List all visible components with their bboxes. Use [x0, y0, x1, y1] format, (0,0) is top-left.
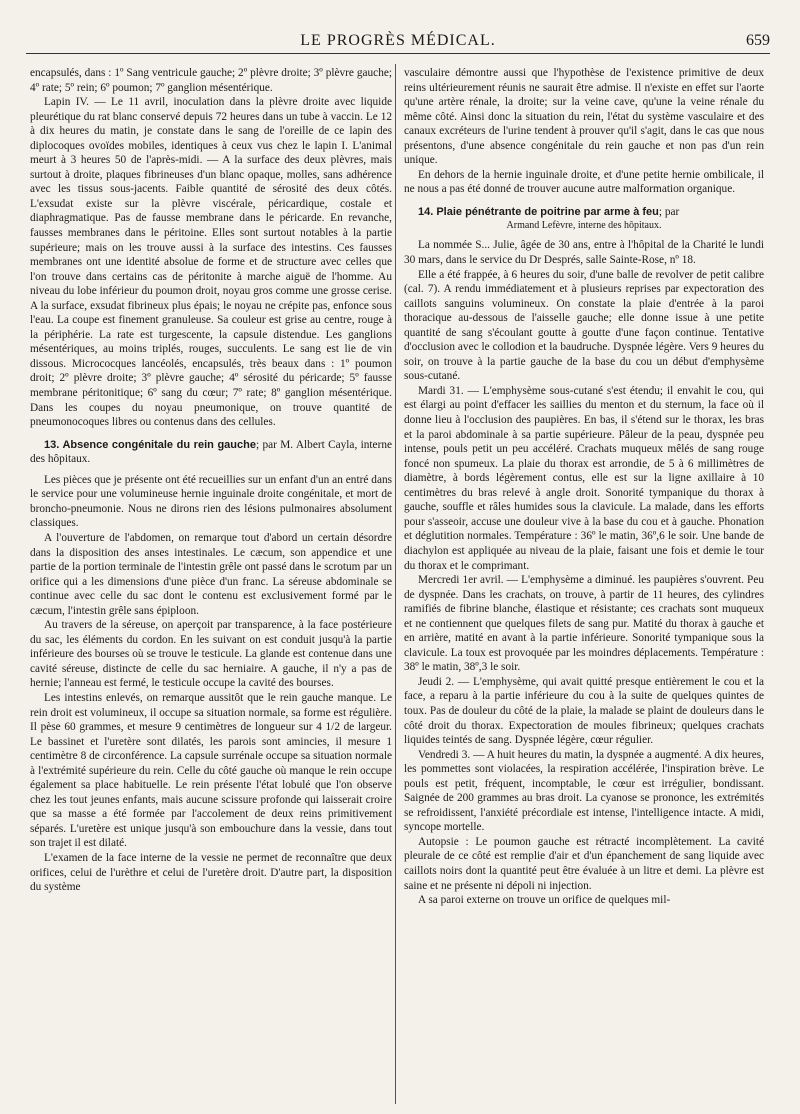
paragraph: Mardi 31. — L'emphysème sous-cutané s'est étendu; il envahit le cou, qui est élargi au point d'effacer les saillies du menton et du sternum, la face où il donne lieu à l'occlusion des paupières. En bas, il s'étend sur le thorax, les bras et la paroi abdominale à sa partie supérieure. Pâleur de la peau, dyspnée peu intense, pouls petit un peu accéléré. Crachats muqueux mêlés de sang rouge foncé non spumeux. La plaie du thorax est arrondie, de 5 à 6 millimètres de diamètre, à bords légèrement contus, elle est sur la ligne axillaire à 10 centimètres du bras relevé à angle droit. Sonorité tympanique du thorax à gauche, souffle et râles humides sous la clavicule. La malade, dans les efforts pour s'asseoir, accuse une douleur vive à la base du cou et à gauche. Phonation et déglutition normales. Température : 36º le matin, 36º,6 le soir. Une bande de diachylon est appliquée au niveau de la plaie, faisant une fois et demie le tour du thorax et le comprimant.: [404, 384, 764, 572]
paragraph: Autopsie : Le poumon gauche est rétracté incomplètement. La cavité pleurale de ce côté est remplie d'air et d'un épanchement de sang liquide avec caillots noirs dont la quantité peut être évaluée à un litre et demi. La plèvre est saine et ne présente ni dépoli ni injection.: [404, 835, 764, 892]
left-column: [30, 66, 392, 1104]
paragraph: encapsulés, dans : 1º Sang ventricule gauche; 2º plèvre droite; 3º plèvre gauche; 4º rate; 5º rein; 6º poumon; 7º ganglion mésentérique.: [30, 67, 392, 94]
journal-title: LE PROGRÈS MÉDICAL.: [300, 32, 496, 49]
right-column: [404, 66, 764, 1104]
paragraph: Mercredi 1er avril. — L'emphysème a diminué. les paupières s'ouvrent. Peu de dyspnée. Dans les crachats, on trouve, à partir de 11 heures, des cylindres ramifiés de fibrine blanche, élastique et résistante; ces crachats sont muqueux et ne contiennent que quelques filets de sang pur. Matité du thorax à gauche et en arrière, matité en avant à la partie inférieure. Sonorité tympanique sous la clavicule. La toux est provoquée par les moindres déplacements. Température : 38º le matin, 38º,3 le soir.: [404, 574, 764, 674]
section-author: ; par: [658, 205, 680, 218]
paragraph: L'examen de la face interne de la vessie ne permet de reconnaître que deux orifices, celui de l'urèthre et celui de l'uretère droit. D'autre part, la disposition du système: [30, 851, 392, 894]
section-title: 14. Plaie pénétrante de poitrine par arme à feu: [418, 205, 659, 218]
paragraph: A l'ouverture de l'abdomen, on remarque tout d'abord un certain désordre dans la disposition des anses intestinales. Le cæcum, son appendice et une partie de la portion terminale de l'intestin grêle ont passé dans le scrotum par un orifice qui a les dimensions d'une pièce d'un franc. La séreuse abdominale se continue avec celle du sac dont le contenu est exclusivement formé par le cæcum, l'intestin grêle sans épiploon.: [30, 531, 392, 617]
page-number: 659: [746, 32, 770, 49]
paragraph: Lapin IV. — Le 11 avril, inoculation dans la plèvre droite avec liquide pleurétique du rat blanc conservé depuis 72 heures dans un tube à vaccin. Le 12 à dix heures du matin, je constate dans le sang de l'oreille de ce lapin des diplocoques ovoïdes mobiles, identiques à ceux vus chez le lapin I. L'animal meurt à 3 heures 50 de l'après-midi. — A la surface des deux plèvres, mais surtout à droite, plaques fibrineuses d'un blanc opaque, molles, sans adhérence avec les tissus sous-jacents. Faible quantité de sérosité des deux côtés. L'exsudat existe sur la plèvre viscérale, péricardique, costale et diaphragmatique. Pas de fausse membrane dans le péricarde. En revanche, fausses membranes dans le péritoine. Elles sont surtout notables à la partie supérieure; mais on les trouve aussi à la surface des intestins. Ces fausses membranes ont une identité absolue de forme et de structure avec celles que l'on trouve dans certains cas de péritonite à marche aiguë de l'homme. Au niveau du lobe inférieur du poumon droit, noyau gros comme une grosse cerise. A la surface, exsudat fibrineux plus épais; le noyau ne crépite pas, enfonce sous l'eau. La coupe est finement granuleuse. Sa couleur est grise au centre, rouge à la périphérie. La rate est turgescente, la capsule distendue. Les ganglions mésentériques, au moins triplés, rouges, succulents. Le sang est lie de vin dissous. Micrococques lancéolés, encapsulés, très beaux dans : 1º poumon droit; 2º plèvre droite; 3º plèvre gauche; 4º sérosité du péricarde; 5º fausse membrane péritonitique; 6º sang du cœur; 7º rate; 8º ganglion mésentérique. Dans les coupes du noyau pneumonique, on trouve quantité de pneumonocoques libres ou contenus dans des cellules.: [30, 96, 392, 429]
section-13-heading: [30, 438, 392, 467]
paragraph: Elle a été frappée, à 6 heures du soir, d'une balle de revolver de petit calibre (cal. 7). A rendu immédiatement et à plusieurs reprises par expectoration des caillots sanguins volumineux. On constate la plaie d'entrée à la paroi thoracique au-dessous de l'aisselle gauche; elle donne issue à une petite quantité de sang s'écoulant goutte à goutte d'une façon continue. Tentative d'occlusion avec le collodion et la baudruche. Dyspnée légère. Vers 9 heures du soir, on trouve à la partie gauche de la base du cou un début d'emphysème sous-cutané.: [404, 268, 764, 383]
section-author-line: Armand Lefèvre, interne des hôpitaux.: [506, 220, 662, 232]
paragraph: vasculaire démontre aussi que l'hypothèse de l'existence primitive de deux reins ultérieurement réunis ne saurait être admise. Il n'existe en effet sur l'aorte qu'une artère rénale, la droite; sur la veine cave, qu'une la veine rénale du même côté. Ainsi donc la situation du rein, l'état du système vasculaire et des canaux excréteurs de l'urine tendent à prouver qu'il s'agit, dans le cas que nous présentons, d'une absence congénitale du rein gauche et non pas d'un rein unique.: [404, 67, 764, 167]
section-author: ; par M. Albert Cayla, interne des hôpitaux.: [30, 438, 392, 466]
paragraph: Les intestins enlevés, on remarque aussitôt que le rein gauche manque. Le rein droit est volumineux, il occupe sa situation normale, sa forme est régulière. Il pèse 60 grammes, et mesure 9 centimètres de longueur sur 4 1/2 de largeur. Le bassinet et l'uretère sont dilatés, les parois sont amincies, il mesure 1 centimètre 8 de circonférence. La capsule surrénale occupe sa situation normale à l'extrémité supérieure du rein. Celle du côté gauche où manque le rein occupe également sa place habituelle. Le rein présente l'état lobulé que l'on observe chez les tout jeunes enfants, mais aucune scissure profonde qui laisserait croire que sa masse a été formée par l'accolement de deux reins primitivement séparés. L'uretère est unique jusqu'à son embouchure dans la vessie, dans tout son trajet il est dilaté.: [30, 691, 392, 850]
paragraph: A sa paroi externe on trouve un orifice de quelques mil-: [418, 894, 671, 907]
paragraph: La nommée S... Julie, âgée de 30 ans, entre à l'hôpital de la Charité le lundi 30 mars, dans le service du Dr Després, salle Sainte-Rose, nº 18.: [404, 239, 764, 267]
column-divider: [395, 64, 396, 1104]
section-title: 13. Absence congénitale du rein gauche: [44, 438, 256, 451]
paragraph: Vendredi 3. — A huit heures du matin, la dyspnée a augmenté. A dix heures, les pommettes sont violacées, la respiration accélérée, l'inspiration brève. Le pouls est petit, fréquent, incomptable, le cœur est irrégulier, bondissant. Saignée de 200 grammes au bras droit. La cyanose se prononce, les extrémités se refroidissent, l'anxiété précordiale est intense, l'intelligence intacte. A midi, syncope mortelle.: [404, 748, 764, 834]
paragraph: Jeudi 2. — L'emphysème, qui avait quitté presque entièrement le cou et la face, a reparu à la partie inférieure du cou à la suite de quelques quintes de toux. Pas de douleur du côté de la plaie, la malade se plaint de douleurs dans le côté droit du thorax. Expectoration de moules fibrineux; quelques crachats liquides teintés de sang. Dyspnée légère, cœur régulier.: [404, 675, 764, 747]
page-header: [26, 20, 770, 54]
section-14-heading: [404, 205, 764, 220]
header-rule: [26, 53, 770, 54]
paragraph: En dehors de la hernie inguinale droite, et d'une petite hernie ombilicale, il ne nous a pas été donné de trouver aucune autre malformation organique.: [404, 168, 764, 196]
paragraph: Au travers de la séreuse, on aperçoit par transparence, à la face postérieure du sac, les éléments du cordon. En les suivant on est conduit jusqu'à la partie inférieure des bourses où se trouve le testicule. La glande est contenue dans une cavité séreuse, distincte de celle du sac herniaire. A gauche, il n'y a pas de hernie; l'anneau est fermé, le testicule occupe la cavité des bourses.: [30, 619, 392, 690]
paragraph: Les pièces que je présente ont été recueillies sur un enfant d'un an entré dans le service pour une volumineuse hernie inguinale droite congénitale, et mort de broncho-pneumonie. Nous ne dirons rien des lésions pulmonaires absolument classiques.: [30, 473, 392, 530]
